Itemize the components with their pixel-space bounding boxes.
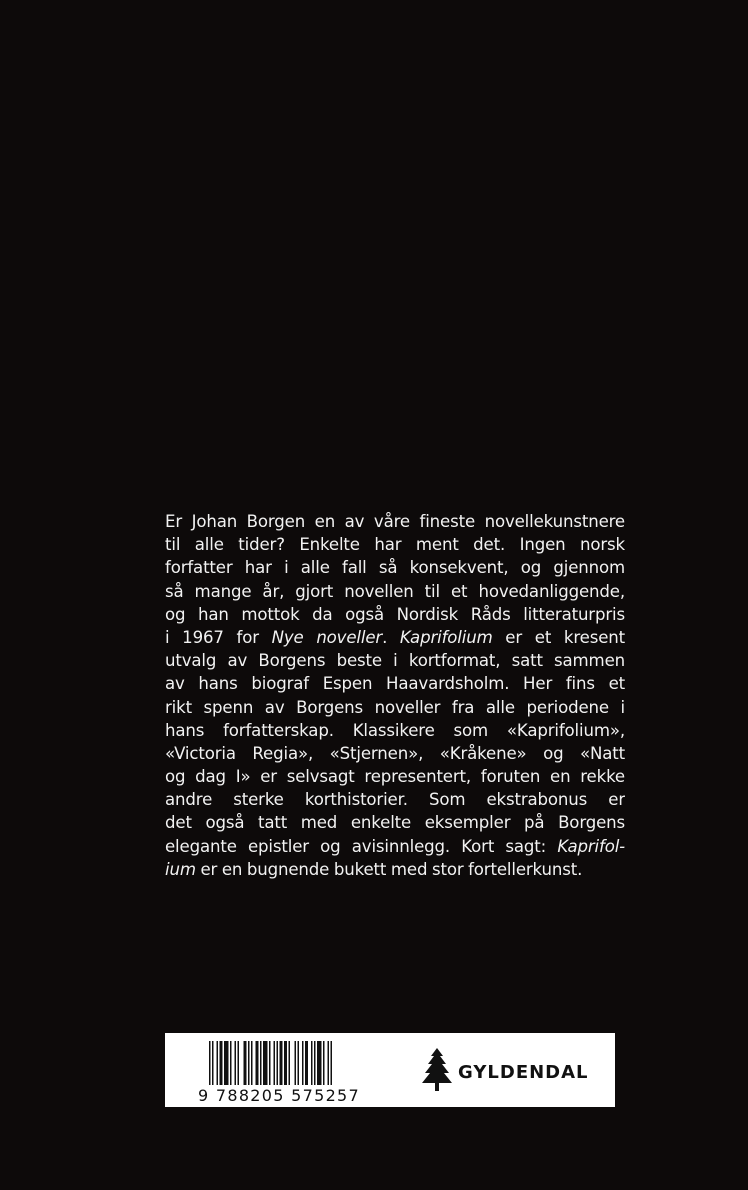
barcode-bar	[220, 1041, 223, 1085]
barcode-bar	[314, 1041, 316, 1085]
blurb-line	[165, 811, 625, 834]
blurb-line	[165, 649, 625, 672]
text-run: i 1967 for	[165, 627, 272, 647]
blurb-line	[165, 765, 625, 788]
isbn-barcode	[209, 1041, 359, 1085]
blurb-line	[165, 835, 625, 858]
text-run: .	[382, 627, 400, 647]
barcode-bar	[230, 1041, 232, 1085]
blurb-line	[165, 580, 625, 603]
text-run: andre sterke korthistorier. Som ekstrabonus er	[165, 790, 625, 810]
text-run: Er Johan Borgen en av våre fineste novellekunstnere	[165, 512, 625, 531]
barcode-bar	[224, 1041, 229, 1085]
barcode-bar	[251, 1041, 253, 1085]
text-run: «Victoria Regia», «Stjernen», «Kråkene» og «Natt	[165, 743, 625, 763]
blurb-line	[165, 719, 625, 742]
blurb-line	[165, 742, 625, 765]
barcode-bar	[284, 1041, 287, 1085]
text-run: og dag I» er selvsagt representert, foruten en rekke	[165, 767, 625, 787]
blurb-line	[165, 533, 625, 556]
blurb-line	[165, 603, 625, 626]
barcode-bar	[248, 1041, 250, 1085]
barcode-bar	[289, 1041, 291, 1085]
italic-title: ium	[165, 859, 196, 879]
text-run: er en bugnende bukett med stor fortellerkunst.	[195, 859, 583, 879]
barcode-bar	[238, 1041, 240, 1085]
text-run: det også tatt med enkelte eksempler på Borgens	[165, 813, 625, 833]
barcode-bar	[235, 1041, 237, 1085]
barcode-bar	[302, 1041, 304, 1085]
fir-tree-icon	[421, 1048, 453, 1092]
barcode-bar	[277, 1041, 279, 1085]
barcode-bar	[269, 1041, 271, 1085]
blurb-line	[165, 510, 625, 533]
barcode-bar	[305, 1041, 308, 1085]
barcode-bar	[331, 1041, 333, 1085]
italic-title: Nye noveller	[271, 627, 383, 647]
text-run: av hans biograf Espen Haavardsholm. Her fins et	[165, 674, 625, 694]
isbn-number: 9 788205 575257	[198, 1086, 361, 1105]
barcode-label	[165, 1033, 615, 1107]
blurb-line	[165, 696, 625, 719]
blurb-line	[165, 858, 625, 881]
blurb-line	[165, 626, 625, 649]
barcode-bar	[212, 1041, 214, 1085]
barcode-bar	[298, 1041, 300, 1085]
barcode-bar	[263, 1041, 268, 1085]
text-run: utvalg av Borgens beste i kortformat, satt sammen	[165, 651, 625, 671]
text-run: hans forfatterskap. Klassikere som «Kaprifolium»,	[165, 720, 625, 740]
blurb-line	[165, 556, 625, 579]
barcode-bar	[209, 1041, 211, 1085]
barcode-bar	[295, 1041, 297, 1085]
italic-title: Kaprifol-	[557, 836, 625, 856]
text-run: og han mottok da også Nordisk Råds litteraturpris	[165, 604, 625, 624]
text-run: forfatter har i alle fall så konsekvent, og gjennom	[165, 558, 625, 578]
blurb-text	[165, 510, 625, 881]
barcode-bar	[256, 1041, 259, 1085]
barcode-bar	[244, 1041, 247, 1085]
barcode-bar	[217, 1041, 219, 1085]
barcode-bar	[328, 1041, 330, 1085]
barcode-bar	[311, 1041, 313, 1085]
text-run: så mange år, gjort novellen til et hovedanliggende,	[165, 581, 625, 601]
text-run: til alle tider? Enkelte har ment det. Ingen norsk	[165, 535, 625, 555]
barcode-bar	[323, 1041, 325, 1085]
text-run: er et kresent	[492, 627, 625, 647]
barcode-bar	[260, 1041, 262, 1085]
barcode-bar	[280, 1041, 283, 1085]
barcode-bar	[274, 1041, 276, 1085]
italic-title: Kaprifolium	[399, 627, 493, 647]
text-run: rikt spenn av Borgens noveller fra alle periodene i	[165, 697, 625, 717]
barcode-bar	[317, 1041, 322, 1085]
text-run: elegante epistler og avisinnlegg. Kort sagt:	[165, 836, 558, 856]
blurb-line	[165, 672, 625, 695]
publisher-logo-text: GYLDENDAL	[458, 1062, 589, 1083]
blurb-line	[165, 788, 625, 811]
